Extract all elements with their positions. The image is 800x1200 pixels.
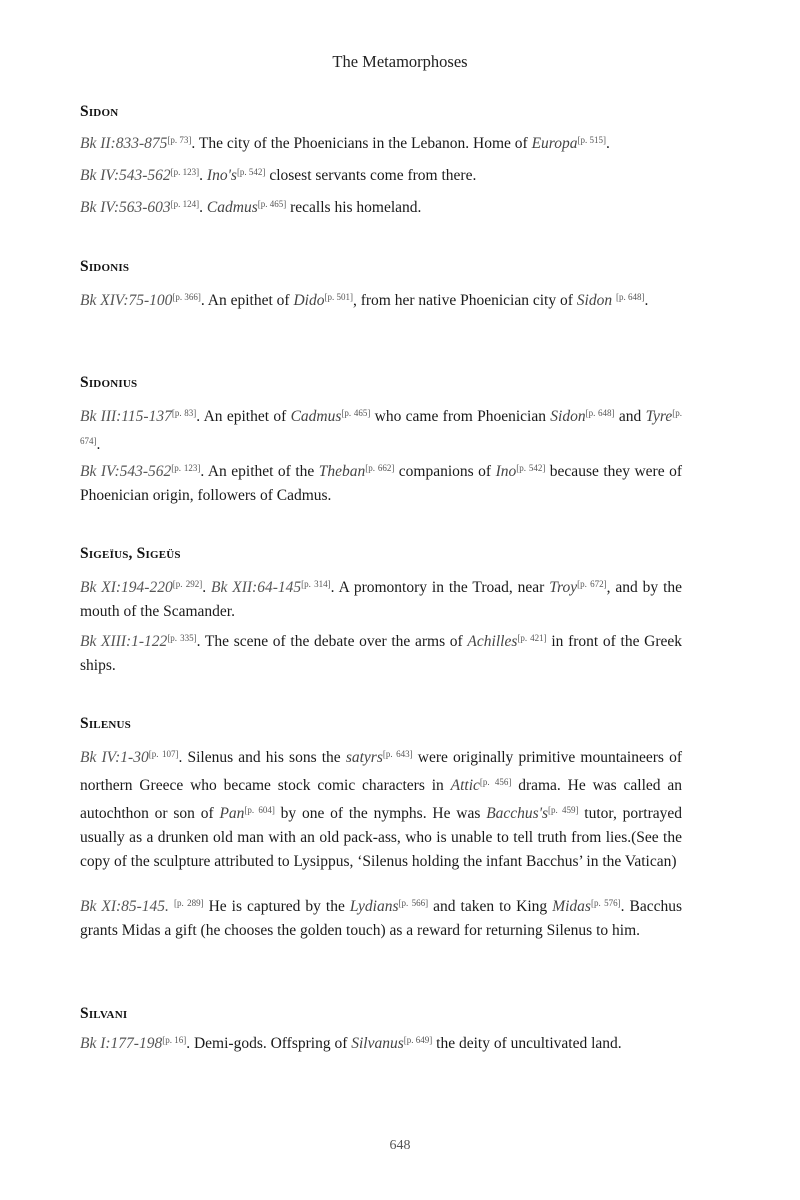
cross-reference-link[interactable]: Cadmus: [290, 408, 342, 425]
body-text: and: [614, 408, 646, 425]
page-reference-link[interactable]: [p. 465]: [257, 199, 287, 209]
cross-reference-link[interactable]: Bacchus's: [486, 805, 549, 822]
body-text: closest servants come from there.: [265, 167, 477, 184]
cross-reference-link[interactable]: Tyre: [645, 408, 673, 425]
entry-paragraph: [80, 572, 682, 624]
body-text: were originally primitive mountaineers of northern Greece who became stock comic characters in: [80, 749, 682, 794]
page-reference-link[interactable]: [p. 335]: [167, 633, 197, 643]
page-reference-link[interactable]: [p. 649]: [403, 1035, 433, 1045]
page-reference-link[interactable]: [p. 314]: [301, 579, 331, 589]
page-reference-link[interactable]: [p. 643]: [382, 749, 413, 759]
body-text: . Silenus and his sons the: [178, 749, 346, 766]
entry-heading-sidon: Sidon: [80, 103, 119, 120]
page-reference-link[interactable]: [p. 456]: [479, 777, 512, 787]
page-reference-link[interactable]: [p. 16]: [162, 1035, 187, 1045]
book-reference: Bk IV:543-562: [80, 463, 172, 480]
entry-heading-silenus: Silenus: [80, 715, 131, 732]
body-text: the deity of uncultivated land.: [432, 1035, 622, 1052]
body-text: . The scene of the debate over the arms of: [196, 633, 468, 650]
page-reference-link[interactable]: [p. 292]: [172, 579, 203, 589]
cross-reference-link[interactable]: Midas: [552, 898, 591, 915]
cross-reference-link[interactable]: satyrs: [345, 749, 383, 766]
entry-paragraph: [80, 626, 682, 678]
entry-paragraph: [80, 285, 682, 313]
cross-reference-link[interactable]: Dido: [293, 292, 325, 309]
body-text: .: [644, 292, 649, 309]
entry-paragraph: [80, 1028, 682, 1056]
book-reference: Bk XIII:1-122: [80, 633, 168, 650]
book-reference: Bk XII:64-145: [211, 579, 302, 596]
entry-paragraph: [80, 456, 682, 508]
cross-reference-link[interactable]: Cadmus: [206, 199, 258, 216]
cross-reference-link[interactable]: Sidon: [576, 292, 613, 309]
cross-reference-link[interactable]: Lydians: [349, 898, 399, 915]
body-text: by one of the nymphs. He was: [274, 805, 487, 822]
page-reference-link[interactable]: [p. 542]: [516, 463, 546, 473]
page-reference-link[interactable]: [p. 123]: [171, 463, 201, 473]
cross-reference-link[interactable]: Achilles: [467, 633, 518, 650]
page-reference-link[interactable]: [p. 366]: [172, 292, 201, 302]
body-text: .: [199, 167, 207, 184]
page-reference-link[interactable]: [p. 421]: [517, 633, 547, 643]
body-text: . An epithet of the: [200, 463, 319, 480]
book-reference: Bk XI:194-220: [80, 579, 173, 596]
page-reference-link[interactable]: [p. 73]: [167, 135, 192, 145]
cross-reference-link[interactable]: Troy: [549, 579, 578, 596]
page-reference-link[interactable]: [p. 123]: [170, 167, 200, 177]
body-text: companions of: [394, 463, 496, 480]
entry-paragraph: [80, 891, 682, 943]
body-text: . A promontory in the Troad, near: [330, 579, 550, 596]
body-text: drama. He was called an autochthon or son of: [80, 777, 682, 822]
body-text: . An epithet of: [200, 292, 294, 309]
body-text: because they were of Phoenician origin, followers of Cadmus.: [80, 463, 682, 504]
body-text: .: [96, 436, 101, 453]
cross-reference-link[interactable]: Ino: [495, 463, 517, 480]
entry-heading-sidonis: Sidonis: [80, 258, 130, 275]
page-reference-link[interactable]: [p. 515]: [577, 135, 607, 145]
entry-paragraph: [80, 742, 682, 874]
page-reference-link[interactable]: [p. 465]: [341, 408, 371, 418]
book-reference: Bk I:177-198: [80, 1035, 163, 1052]
body-text: recalls his homeland.: [286, 199, 422, 216]
body-text: , and by the mouth of the Scamander.: [80, 579, 683, 620]
body-text: tutor, portrayed usually as a drunken old man with an old pack-ass, who is unable to tell truth from lies.(See the copy of the sculpture attributed to Lysippus, ‘Silenus holding the infant Bacchus’ in the Vatican): [80, 805, 683, 870]
page-reference-link[interactable]: [p. 83]: [171, 408, 197, 418]
body-text: . The city of the Phoenicians in the Lebanon. Home of: [191, 135, 532, 152]
page-reference-link[interactable]: [p. 107]: [148, 749, 179, 759]
cross-reference-link[interactable]: Europa: [531, 135, 578, 152]
book-reference: Bk IV:543-562: [80, 167, 171, 184]
cross-reference-link[interactable]: Theban: [318, 463, 366, 480]
page-title: The Metamorphoses: [332, 52, 468, 71]
body-text: in front of the Greek ships.: [80, 633, 682, 674]
body-text: who came from Phoenician: [370, 408, 551, 425]
entry-paragraph: [80, 128, 682, 156]
body-text: . Bacchus grants Midas a gift (he chooses the golden touch) as a reward for returning Silenus to him.: [80, 898, 682, 939]
book-reference: Bk II:833-875: [80, 135, 168, 152]
book-reference: Bk IV:563-603: [80, 199, 171, 216]
page-reference-link[interactable]: [p. 662]: [365, 463, 395, 473]
page-reference-link[interactable]: [p. 672]: [577, 579, 607, 589]
entry-heading-silvani: Silvani: [80, 1005, 128, 1022]
entry-heading-sigeius: Sigeïus, Sigeüs: [80, 545, 181, 562]
cross-reference-link[interactable]: Attic: [450, 777, 480, 794]
body-text: .: [202, 579, 212, 596]
page-reference-link[interactable]: [p. 674]: [80, 408, 682, 446]
page-reference-link[interactable]: [p. 124]: [170, 199, 200, 209]
body-text: .: [606, 135, 610, 152]
page-reference-link[interactable]: [p. 648]: [615, 292, 645, 302]
page-reference-link[interactable]: [p. 289]: [173, 898, 204, 908]
body-text: . An epithet of: [196, 408, 291, 425]
entry-paragraph: [80, 160, 682, 188]
entry-paragraph: [80, 192, 682, 220]
page-reference-link[interactable]: [p. 566]: [398, 898, 429, 908]
cross-reference-link[interactable]: Ino's: [206, 167, 237, 184]
page-reference-link[interactable]: [p. 648]: [585, 408, 615, 418]
page-number: 648: [389, 1138, 411, 1153]
page-reference-link[interactable]: [p. 542]: [236, 167, 266, 177]
book-reference: Bk XI:85-145.: [80, 898, 169, 915]
body-text: He is captured by the: [203, 898, 350, 915]
book-reference: Bk IV:1-30: [80, 749, 149, 766]
book-reference: Bk III:115-137: [80, 408, 172, 425]
body-text: , from her native Phoenician city of: [352, 292, 577, 309]
entry-paragraph: [80, 401, 682, 457]
body-text: .: [199, 199, 207, 216]
body-text: . Demi-gods. Offspring of: [186, 1035, 352, 1052]
cross-reference-link[interactable]: Pan: [219, 805, 245, 822]
page-reference-link[interactable]: [p. 459]: [548, 805, 579, 815]
cross-reference-link[interactable]: Sidon: [550, 408, 586, 425]
cross-reference-link[interactable]: Silvanus: [351, 1035, 404, 1052]
body-text: and taken to King: [428, 898, 553, 915]
page-reference-link[interactable]: [p. 604]: [244, 805, 275, 815]
entry-heading-sidonius: Sidonius: [80, 374, 138, 391]
page-reference-link[interactable]: [p. 576]: [590, 898, 621, 908]
book-reference: Bk XIV:75-100: [80, 292, 173, 309]
page-reference-link[interactable]: [p. 501]: [324, 292, 353, 302]
